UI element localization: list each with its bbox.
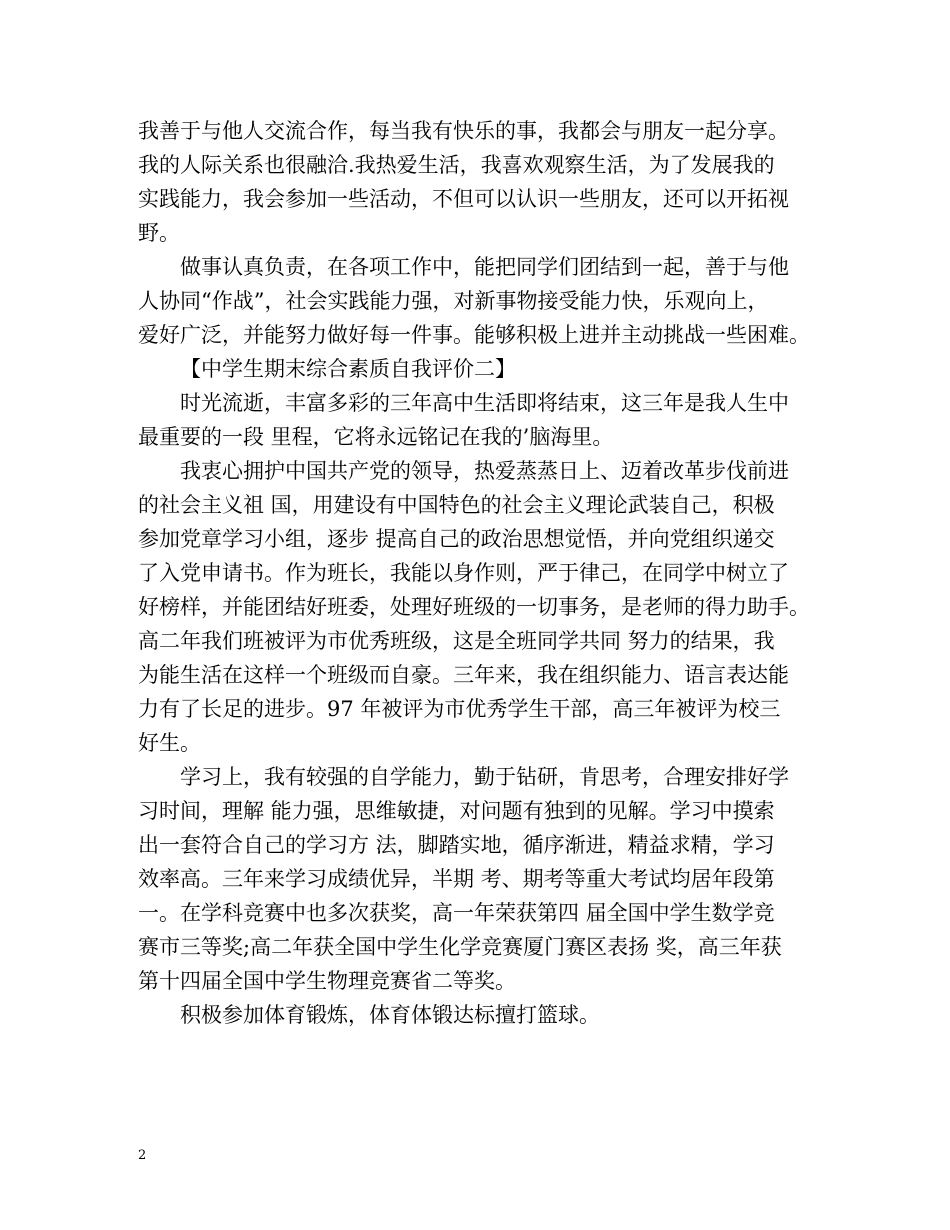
text-line: 我的人际关系也很融洽.我热爱生活，我喜欢观察生活，为了发展我的 [138, 153, 775, 177]
document-body [138, 114, 828, 1032]
text-line: 一。在学科竞赛中也多次获奖，高一年荣获第四 届全国中学生数学竞 [138, 901, 775, 925]
text-line: 参加党章学习小组，逐步 提高自己的政治思想觉悟，并向党组织递交 [138, 527, 775, 551]
text-line: 野。 [138, 221, 180, 245]
paragraph-start-line: 学习上，我有较强的自学能力，勤于钻研，肯思考，合理安排好学 [180, 765, 789, 789]
paragraph-start-line: 做事认真负责，在各项工作中，能把同学们团结到一起，善于与他 [180, 255, 789, 279]
text-line: 出一套符合自己的学习方 法，脚踏实地，循序渐进，精益求精，学习 [138, 833, 775, 857]
text-line: 最重要的一段 里程，它将永远铭记在我的’脑海里。 [138, 425, 614, 449]
page-number: 2 [138, 1148, 147, 1163]
text-line: 为能生活在这样一个班级而自豪。三年来，我在组织能力、语言表达能 [138, 663, 789, 687]
text-line: 我善于与他人交流合作，每当我有快乐的事，我都会与朋友一起分享。 [138, 119, 789, 143]
text-line: 了入党申请书。作为班长，我能以身作则，严于律己，在同学中树立了 [138, 561, 789, 585]
text-line: 力有了长足的进步。97 年被评为市优秀学生干部，高三年被评为校三 [138, 697, 781, 721]
text-line: 的社会主义祖 国，用建设有中国特色的社会主义理论武装自己，积极 [138, 493, 775, 517]
text-line: 效率高。三年来学习成绩优异，半期 考、期考等重大考试均居年段第 [138, 867, 775, 891]
text-line: 实践能力，我会参加一些活动，不但可以认识一些朋友，还可以开拓视 [138, 187, 789, 211]
text-line: 高二年我们班被评为市优秀班级，这是全班同学共同 努力的结果，我 [138, 629, 775, 653]
paragraph-start-line: 积极参加体育锻炼，体育体锻达标擅打篮球。 [180, 1003, 600, 1027]
text-line: 好榜样，并能团结好班委，处理好班级的一切事务，是老师的得力助手。 [138, 595, 810, 619]
paragraph-start-line: 时光流逝，丰富多彩的三年高中生活即将结束，这三年是我人生中 [180, 391, 789, 415]
text-line: 爱好广泛，并能努力做好每一件事。能够积极上进并主动挑战一些困难。 [138, 323, 810, 347]
text-line: 习时间，理解 能力强，思维敏捷，对问题有独到的见解。学习中摸索 [138, 799, 775, 823]
section-heading: 【中学生期末综合素质自我评价二】 [180, 357, 516, 381]
text-line: 人协同“作战”，社会实践能力强，对新事物接受能力快，乐观向上， [138, 289, 769, 313]
paragraph-start-line: 我衷心拥护中国共产党的领导，热爱蒸蒸日上、迈着改革步伐前进 [180, 459, 789, 483]
text-line: 第十四届全国中学生物理竞赛省二等奖。 [138, 969, 516, 993]
text-line: 赛市三等奖;高二年获全国中学生化学竞赛厦门赛区表扬 奖，高三年获 [138, 935, 782, 959]
text-line: 好生。 [138, 731, 201, 755]
